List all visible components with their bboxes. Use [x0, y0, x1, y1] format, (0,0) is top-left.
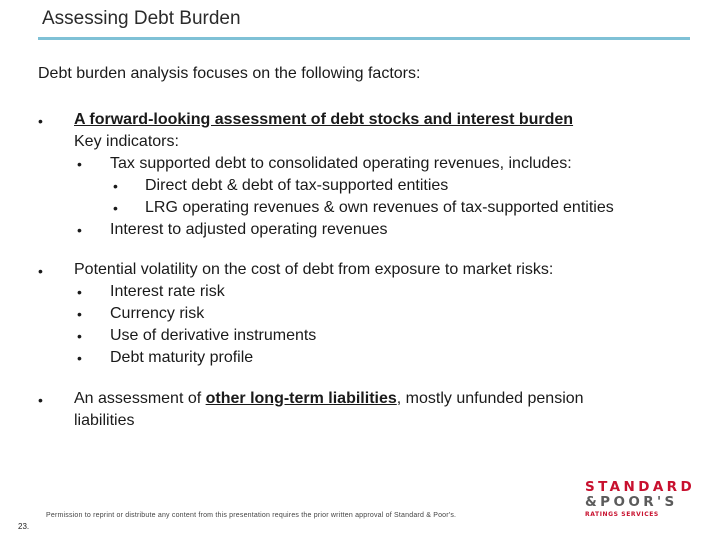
subsub-bullet: •: [113, 178, 118, 194]
factor-2-heading: Potential volatility on the cost of debt from exposure to market risks:: [74, 261, 554, 278]
sub-bullet: •: [77, 222, 82, 238]
factor-2: [74, 259, 694, 369]
permission-notice: Permission to reprint or distribute any content from this presentation requires the prior written approval of Standard & Poor's.: [46, 512, 457, 519]
slide-title: Assessing Debt Burden: [42, 8, 241, 29]
indicator-direct-debt: Direct debt & debt of tax-supported entities: [145, 177, 449, 194]
subsub-bullet: •: [113, 200, 118, 216]
factor-3-suffix: , mostly unfunded pension: [396, 390, 584, 407]
risk-currency: Currency risk: [110, 305, 205, 322]
risk-derivatives: Use of derivative instruments: [110, 327, 317, 344]
indicator-interest: Interest to adjusted operating revenues: [110, 221, 388, 238]
other-long-term-liabilities-link[interactable]: other long-term liabilities: [205, 390, 397, 407]
factor-1-heading: A forward-looking assessment of debt stocks and interest burden: [74, 111, 574, 128]
sub-bullet: •: [77, 306, 82, 322]
sub-bullet: •: [77, 350, 82, 366]
indicator-tax-supported-debt: Tax supported debt to consolidated operating revenues, includes:: [110, 155, 572, 172]
bullet-3: •: [38, 392, 43, 408]
risk-debt-maturity: Debt maturity profile: [110, 349, 254, 366]
factor-3-prefix: An assessment of: [74, 390, 206, 407]
indicator-lrg-revenues: LRG operating revenues & own revenues of tax-supported entities: [145, 199, 614, 216]
key-indicators-label: Key indicators:: [74, 133, 179, 150]
factor-1: [74, 109, 694, 241]
sub-bullet: •: [77, 156, 82, 172]
logo-line-poors: &POOR'S: [585, 494, 678, 510]
standard-poors-logo: [585, 480, 701, 518]
sub-bullet: •: [77, 284, 82, 300]
bullet-1: •: [38, 113, 43, 129]
risk-interest-rate: Interest rate risk: [110, 283, 225, 300]
intro-text: Debt burden analysis focuses on the following factors:: [38, 65, 421, 82]
sub-bullet: •: [77, 328, 82, 344]
factor-3-line2: liabilities: [74, 412, 135, 429]
factor-3: [74, 388, 694, 432]
bullet-2: •: [38, 263, 43, 279]
page-number: 23.: [18, 522, 30, 531]
logo-line-ratings: RATINGS SERVICES: [585, 511, 659, 518]
title-underline: [38, 37, 690, 40]
logo-line-standard: STANDARD: [585, 479, 696, 495]
